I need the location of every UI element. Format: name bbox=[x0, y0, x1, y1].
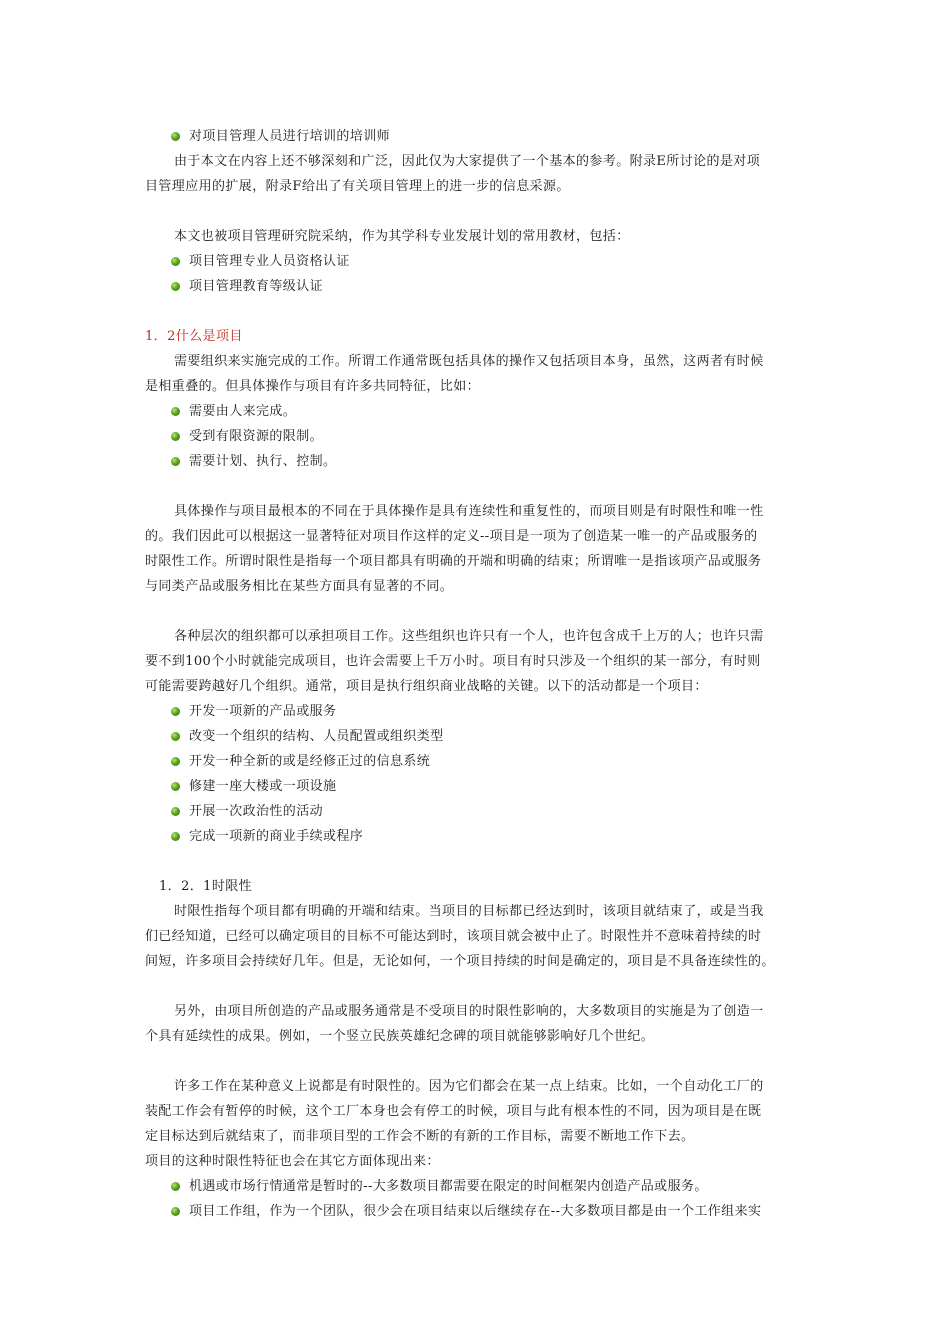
list-item bbox=[145, 124, 815, 149]
green-bullet-icon bbox=[171, 282, 180, 291]
list-item-text: 机遇或市场行情通常是暂时的--大多数项目都需要在限定的时间框架内创造产品或服务。 bbox=[189, 1179, 708, 1194]
list-item-text: 项目工作组，作为一个团队，很少会在项目结束以后继续存在--大多数项目都是由一个工作组来实 bbox=[189, 1204, 762, 1219]
paragraph-line: 时限性工作。所谓时限性是指每一个项目都具有明确的开端和明确的结束；所谓唯一是指该项产品或服务 bbox=[145, 554, 762, 569]
list-item-text: 项目管理专业人员资格认证 bbox=[189, 254, 350, 269]
green-bullet-icon bbox=[171, 1207, 180, 1216]
list-item bbox=[145, 399, 815, 424]
list-item-text: 受到有限资源的限制。 bbox=[189, 429, 324, 444]
blank-line bbox=[145, 599, 815, 624]
green-bullet-icon bbox=[171, 457, 180, 466]
paragraph-line: 本文也被项目管理研究院采纳，作为其学科专业发展计划的常用教材，包括： bbox=[174, 229, 630, 244]
green-bullet-icon bbox=[171, 807, 180, 816]
green-bullet-icon bbox=[171, 257, 180, 266]
paragraph-line: 要不到100个小时就能完成项目，也许会需要上千万小时。项目有时只涉及一个组织的某一部分，有时则 bbox=[145, 654, 761, 669]
paragraph bbox=[145, 499, 815, 599]
list-item-text: 开发一项新的产品或服务 bbox=[189, 704, 337, 719]
blank-line bbox=[145, 299, 815, 324]
blank-line bbox=[145, 474, 815, 499]
list-item bbox=[145, 449, 815, 474]
list-item bbox=[145, 249, 815, 274]
list-item bbox=[145, 274, 815, 299]
paragraph bbox=[145, 224, 815, 249]
document-page bbox=[145, 124, 815, 1224]
plain-line: 项目的这种时限性特征也会在其它方面体现出来： bbox=[145, 1154, 440, 1169]
paragraph bbox=[145, 149, 815, 199]
list-item bbox=[145, 699, 815, 724]
paragraph-line: 间短，许多项目会持续好几年。但是，无论如何，一个项目持续的时间是确定的，项目是不具备连续性的。 bbox=[145, 954, 775, 969]
list-item-text: 开展一次政治性的活动 bbox=[189, 804, 324, 819]
paragraph-line: 许多工作在某种意义上说都是有时限性的。因为它们都会在某一点上结束。比如，一个自动化工厂的 bbox=[174, 1079, 764, 1094]
green-bullet-icon bbox=[171, 432, 180, 441]
paragraph-line: 另外，由项目所创造的产品或服务通常是不受项目的时限性影响的，大多数项目的实施是为了创造一 bbox=[174, 1004, 764, 1019]
list-item-text: 改变一个组织的结构、人员配置或组织类型 bbox=[189, 729, 444, 744]
paragraph-line: 各种层次的组织都可以承担项目工作。这些组织也许只有一个人，也许包含成千上万的人；也许只需 bbox=[174, 629, 764, 644]
green-bullet-icon bbox=[171, 1182, 180, 1191]
green-bullet-icon bbox=[171, 832, 180, 841]
paragraph-line: 时限性指每个项目都有明确的开端和结束。当项目的目标都已经达到时，该项目就结束了，或是当我 bbox=[174, 904, 764, 919]
paragraph-line: 们已经知道，已经可以确定项目的目标不可能达到时，该项目就会被中止了。时限性并不意味着持续的时 bbox=[145, 929, 762, 944]
paragraph-line: 装配工作会有暂停的时候，这个工厂本身也会有停工的时候，项目与此有根本性的不同，因为项目是在既 bbox=[145, 1104, 762, 1119]
list-item bbox=[145, 1199, 815, 1224]
blank-line bbox=[145, 1049, 815, 1074]
green-bullet-icon bbox=[171, 707, 180, 716]
green-bullet-icon bbox=[171, 407, 180, 416]
paragraph bbox=[145, 999, 815, 1049]
paragraph-line: 定目标达到后就结束了，而非项目型的工作会不断的有新的工作目标，需要不断地工作下去。 bbox=[145, 1129, 695, 1144]
paragraph bbox=[145, 624, 815, 699]
paragraph-line: 与同类产品或服务相比在某些方面具有显著的不同。 bbox=[145, 579, 454, 594]
paragraph-line: 由于本文在内容上还不够深刻和广泛，因此仅为大家提供了一个基本的参考。附录E所讨论的是对项 bbox=[174, 154, 761, 169]
list-item bbox=[145, 824, 815, 849]
subsection-heading: 1．2．1时限性 bbox=[159, 879, 253, 894]
list-item-text: 开发一种全新的或是经修正过的信息系统 bbox=[189, 754, 431, 769]
list-item bbox=[145, 424, 815, 449]
blank-line bbox=[145, 849, 815, 874]
paragraph-line: 个具有延续性的成果。例如，一个竖立民族英雄纪念碑的项目就能够影响好几个世纪。 bbox=[145, 1029, 655, 1044]
paragraph-line: 具体操作与项目最根本的不同在于具体操作是具有连续性和重复性的，而项目则是有时限性和唯一性 bbox=[174, 504, 764, 519]
paragraph-line: 是相重叠的。但具体操作与项目有许多共同特征，比如： bbox=[145, 379, 481, 394]
list-item bbox=[145, 774, 815, 799]
paragraph bbox=[145, 349, 815, 399]
paragraph-line: 需要组织来实施完成的工作。所谓工作通常既包括具体的操作又包括项目本身，虽然，这两者有时候 bbox=[174, 354, 764, 369]
paragraph bbox=[145, 899, 815, 974]
green-bullet-icon bbox=[171, 757, 180, 766]
blank-line bbox=[145, 199, 815, 224]
paragraph bbox=[145, 1074, 815, 1149]
list-item bbox=[145, 1174, 815, 1199]
blank-line bbox=[145, 974, 815, 999]
list-item-text: 修建一座大楼或一项设施 bbox=[189, 779, 337, 794]
list-item-text: 对项目管理人员进行培训的培训师 bbox=[189, 129, 391, 144]
list-item-text: 需要计划、执行、控制。 bbox=[189, 454, 337, 469]
green-bullet-icon bbox=[171, 132, 180, 141]
list-item-text: 需要由人来完成。 bbox=[189, 404, 297, 419]
section-heading: 1．2什么是项目 bbox=[145, 329, 243, 344]
green-bullet-icon bbox=[171, 782, 180, 791]
list-item-text: 完成一项新的商业手续或程序 bbox=[189, 829, 364, 844]
green-bullet-icon bbox=[171, 732, 180, 741]
list-item bbox=[145, 749, 815, 774]
list-item bbox=[145, 724, 815, 749]
paragraph-line: 的。我们因此可以根据这一显著特征对项目作这样的定义--项目是一项为了创造某一唯一的产品或服务的 bbox=[145, 529, 758, 544]
list-item bbox=[145, 799, 815, 824]
paragraph-line: 目管理应用的扩展，附录F给出了有关项目管理上的进一步的信息采源。 bbox=[145, 179, 570, 194]
list-item-text: 项目管理教育等级认证 bbox=[189, 279, 324, 294]
paragraph-line: 可能需要跨越好几个组织。通常，项目是执行组织商业战略的关键。以下的活动都是一个项目： bbox=[145, 679, 708, 694]
